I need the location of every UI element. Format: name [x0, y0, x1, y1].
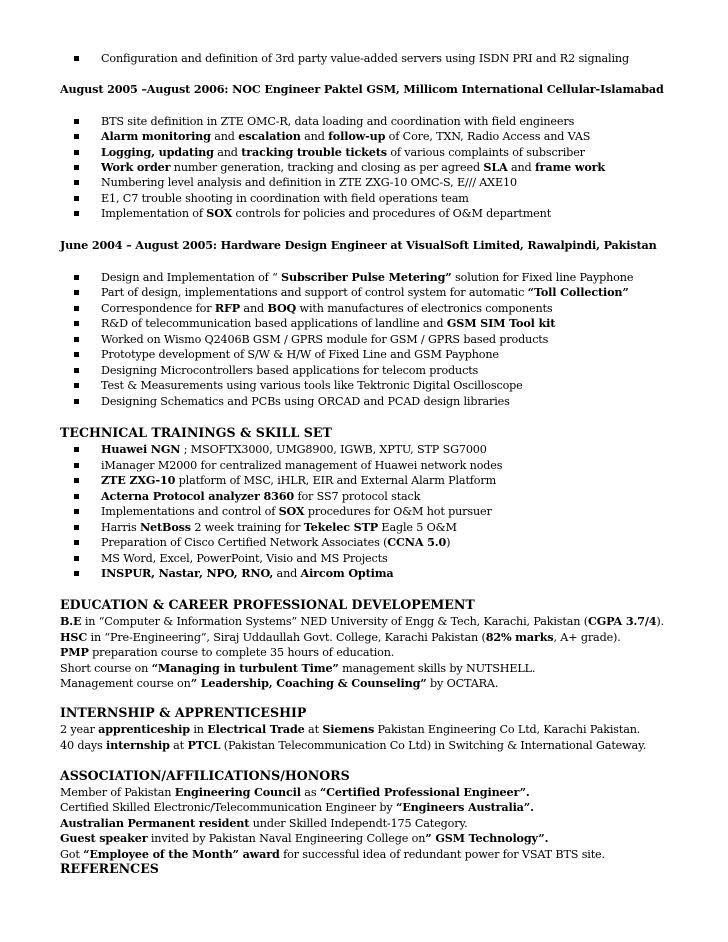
- bullet-icon: [74, 115, 82, 123]
- bullet-icon: [74, 552, 82, 560]
- education-line-3: PMP preparation course to complete 35 hours of education.: [60, 645, 395, 659]
- trainings-section-title: TECHNICAL TRAININGS & SKILL SET: [60, 425, 332, 440]
- job2-bullet-3: Correspondence for RFP and BOQ with manufactures of electronics components: [101, 301, 553, 315]
- bullet-icon: [74, 192, 82, 200]
- education-line-1: B.E in “Computer & Information Systems” NED University of Engg & Tech, Karachi, Pakistan (CGPA 3.7/4).: [60, 614, 665, 628]
- job1-bullet-3: Logging, updating and tracking trouble tickets of various complaints of subscriber: [101, 145, 585, 159]
- trainings-bullet-7: Preparation of Cisco Certified Network Associates (CCNA 5.0): [101, 535, 451, 549]
- bullet-icon: [74, 317, 82, 325]
- job1-bullet-6: E1, C7 trouble shooting in coordination with field operations team: [101, 192, 469, 205]
- education-line-2: HSC in “Pre-Engineering”, Siraj Uddaullah Govt. College, Karachi Pakistan (82% marks, A+ grade).: [60, 630, 621, 644]
- bullet-icon: [74, 207, 82, 215]
- trainings-bullet-8: MS Word, Excel, PowerPoint, Visio and MS Projects: [101, 552, 388, 565]
- bullet-icon: [74, 536, 82, 544]
- bullet-icon: [74, 459, 82, 467]
- association-line-1: Member of Pakistan Engineering Council as “Certified Professional Engineer”.: [60, 785, 530, 799]
- education-section-title: EDUCATION & CAREER PROFESSIONAL DEVELOPEMENT: [60, 597, 475, 612]
- association-line-5: Got “Employee of the Month” award for successful idea of redundant power for VSAT BTS site.: [60, 847, 605, 861]
- trainings-bullet-9: INSPUR, Nastar, NPO, RNO, and Aircom Optima: [101, 566, 394, 580]
- bullet-icon: [74, 146, 82, 154]
- bullet-icon: [74, 395, 82, 403]
- bullet-icon: [74, 176, 82, 184]
- bullet-icon: [74, 567, 82, 575]
- bullet-icon: [74, 490, 82, 498]
- job1-bullet-5: Numbering level analysis and definition in ZTE ZXG-10 OMC-S, E/// AXE10: [101, 176, 517, 189]
- trainings-bullet-1: Huawei NGN ; MSOFTX3000, UMG8900, IGWB, XPTU, STP SG7000: [101, 442, 487, 456]
- education-line-5: Management course on” Leadership, Coaching & Counseling” by OCTARA.: [60, 676, 499, 690]
- education-line-4: Short course on “Managing in turbulent Time” management skills by NUTSHELL.: [60, 661, 536, 675]
- job1-bullet-7: Implementation of SOX controls for policies and procedures of O&M department: [101, 206, 552, 220]
- bullet-icon: [74, 443, 82, 451]
- job1-header: August 2005 –August 2006: NOC Engineer Paktel GSM, Millicom International Cellular-Islamabad: [60, 82, 664, 96]
- bullet-icon: [74, 286, 82, 294]
- bullet-icon: [74, 364, 82, 372]
- internship-line-1: 2 year apprenticeship in Electrical Trade at Siemens Pakistan Engineering Co Ltd, Karachi Pakistan.: [60, 722, 641, 736]
- bullet-icon: [74, 52, 82, 60]
- job2-bullet-5: Worked on Wismo Q2406B GSM / GPRS module for GSM / GPRS based products: [101, 333, 549, 346]
- bullet-icon: [74, 505, 82, 513]
- job1-bullet-4: Work order number generation, tracking and closing as per agreed SLA and frame work: [101, 160, 606, 174]
- references-section-title: REFERENCES: [60, 861, 159, 876]
- job2-header: June 2004 – August 2005: Hardware Design Engineer at VisualSoft Limited, Rawalpindi, Pakistan: [60, 238, 657, 252]
- job2-bullet-4: R&D of telecommunication based applications of landline and GSM SIM Tool kit: [101, 316, 556, 330]
- bullet-icon: [74, 379, 82, 387]
- bullet-icon: [74, 130, 82, 138]
- association-line-4: Guest speaker invited by Pakistan Naval Engineering College on” GSM Technology”.: [60, 831, 549, 845]
- bullet-icon: [74, 271, 82, 279]
- top-bullet-text: Configuration and definition of 3rd party value-added servers using ISDN PRI and R2 signaling: [101, 52, 629, 65]
- bullet-icon: [74, 474, 82, 482]
- bullet-icon: [74, 348, 82, 356]
- internship-line-2: 40 days internship at PTCL (Pakistan Telecommunication Co Ltd) in Switching & International Gateway.: [60, 738, 647, 752]
- trainings-bullet-4: Acterna Protocol analyzer 8360 for SS7 protocol stack: [101, 489, 421, 503]
- job2-bullet-9: Designing Schematics and PCBs using ORCAD and PCAD design libraries: [101, 395, 510, 408]
- bullet-icon: [74, 161, 82, 169]
- job2-bullet-1: Design and Implementation of “ Subscriber Pulse Metering” solution for Fixed line Payphone: [101, 270, 634, 284]
- job2-bullet-6: Prototype development of S/W & H/W of Fixed Line and GSM Payphone: [101, 348, 499, 361]
- job1-bullet-1: BTS site definition in ZTE OMC-R, data loading and coordination with field engineers: [101, 115, 575, 128]
- bullet-icon: [74, 302, 82, 310]
- internship-section-title: INTERNSHIP & APPRENTICESHIP: [60, 705, 307, 720]
- job1-bullet-2: Alarm monitoring and escalation and follow-up of Core, TXN, Radio Access and VAS: [101, 129, 591, 143]
- job2-bullet-2: Part of design, implementations and support of control system for automatic “Toll Collection”: [101, 285, 629, 299]
- job2-bullet-8: Test & Measurements using various tools like Tektronic Digital Oscilloscope: [101, 379, 523, 392]
- trainings-bullet-2: iManager M2000 for centralized management of Huawei network nodes: [101, 459, 503, 472]
- job2-bullet-7: Designing Microcontrollers based applications for telecom products: [101, 364, 479, 377]
- association-line-2: Certified Skilled Electronic/Telecommunication Engineer by “Engineers Australia”.: [60, 800, 534, 814]
- bullet-icon: [74, 333, 82, 341]
- trainings-bullet-6: Harris NetBoss 2 week training for Tekelec STP Eagle 5 O&M: [101, 520, 457, 534]
- association-line-3: Australian Permanent resident under Skilled Independt-175 Category.: [60, 816, 468, 830]
- trainings-bullet-5: Implementations and control of SOX procedures for O&M hot pursuer: [101, 504, 492, 518]
- trainings-bullet-3: ZTE ZXG-10 platform of MSC, iHLR, EIR and External Alarm Platform: [101, 473, 497, 487]
- bullet-icon: [74, 521, 82, 529]
- association-section-title: ASSOCIATION/AFFILICATIONS/HONORS: [60, 768, 350, 783]
